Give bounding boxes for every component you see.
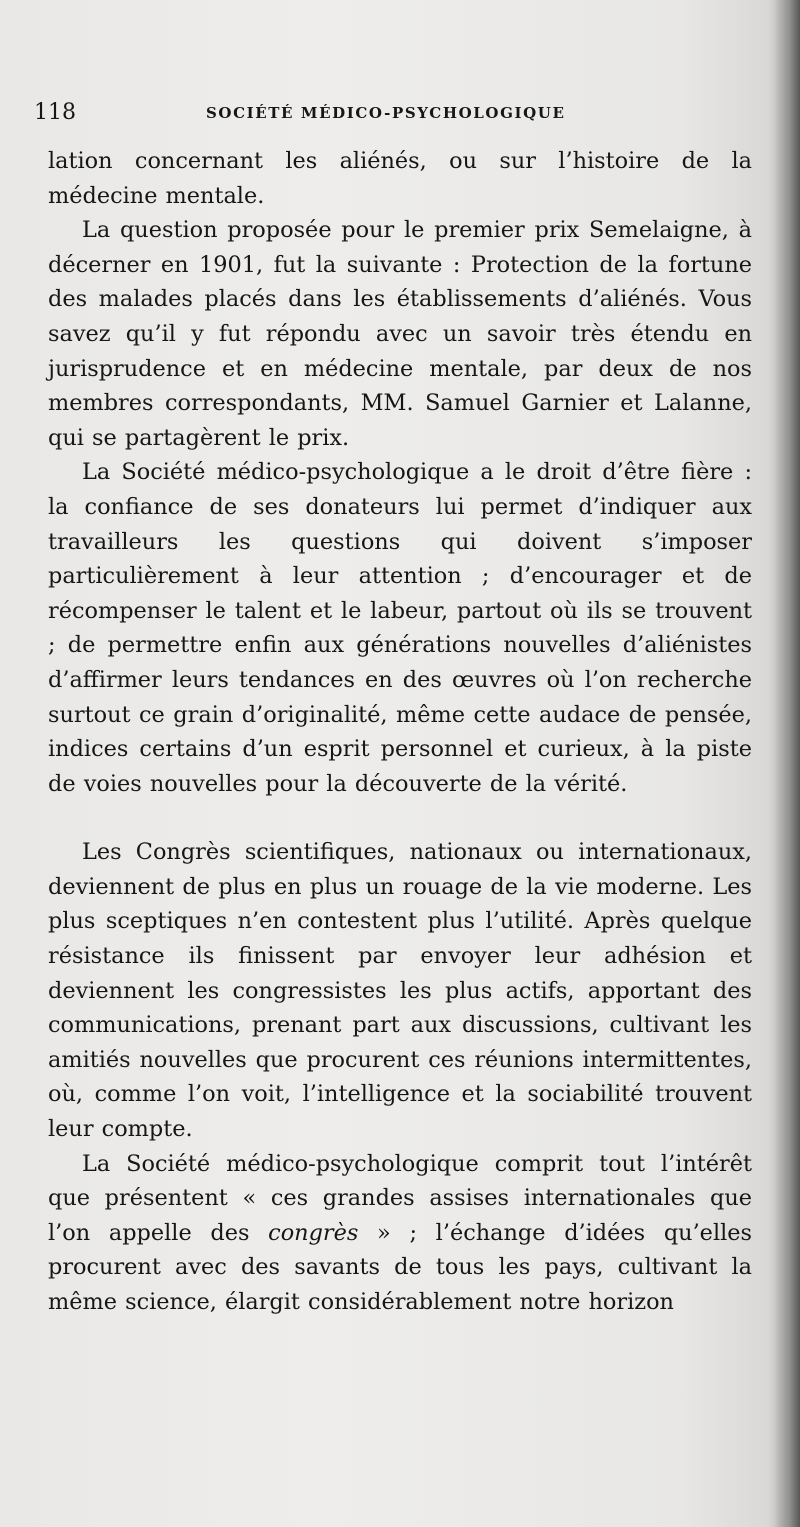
- paragraph-3: La Société médico-psychologique a le droit d’être fière : la confiance de ses donateurs lui permet d’indiquer aux travailleurs les questions qui doivent s’imposer particulièrement à leur attention ; d’encourager et de récompenser le talent et le labeur, partout où ils se trouvent ; de permettre enfin aux générations nouvelles d’aliénistes d’affirmer leurs tendances en des œuvres où l’on recherche surtout ce grain d’originalité, même cette audace de pensée, indices certains d’un esprit personnel et curieux, à la piste de voies nouvelles pour la découverte de la vérité.: [48, 459, 752, 797]
- italic-term: congrès: [268, 1219, 359, 1246]
- running-head: SOCIÉTÉ MÉDICO-PSYCHOLOGIQUE: [206, 104, 566, 122]
- paragraph-5-start: La Société médico-psychologique comprit tout l’intérêt que présentent « ces grandes assises internationales que l’on appelle des: [48, 1150, 752, 1246]
- section-break: [48, 801, 752, 835]
- binding-edge-shadow: [774, 0, 800, 1527]
- paragraph-2: La question proposée pour le premier prix Semelaigne, à décerner en 1901, fut la suivante : Protection de la fortune des malades placés dans les établissements d’aliénés. Vous savez qu’il y fut répondu avec un savoir très étendu en jurisprudence et en médecine mentale, par deux de nos membres correspondants, MM. Samuel Garnier et Lalanne, qui se partagèrent le prix.: [48, 217, 752, 451]
- paragraph-1: lation concernant les aliénés, ou sur l’histoire de la médecine mentale.: [48, 148, 752, 209]
- body-text: [48, 144, 752, 1320]
- paragraph-5: [48, 1147, 752, 1320]
- paragraph-5-end: » ; l’échange d’idées qu’elles procurent avec des savants de tous les pays, cultivant la même science, élargit considérablement notre horizon: [48, 1219, 753, 1315]
- page-number: 118: [34, 100, 76, 125]
- page-header: [34, 98, 754, 128]
- paragraph-4: Les Congrès scientifiques, nationaux ou internationaux, deviennent de plus en plus un rouage de la vie moderne. Les plus sceptiques n’en contestent plus l’utilité. Après quelque résistance ils finissent par envoyer leur adhésion et deviennent les congressistes les plus actifs, apportant des communications, prenant part aux discussions, cultivant les amitiés nouvelles que procurent ces réunions intermittentes, où, comme l’on voit, l’intelligence et la sociabilité trouvent leur compte.: [48, 839, 752, 1143]
